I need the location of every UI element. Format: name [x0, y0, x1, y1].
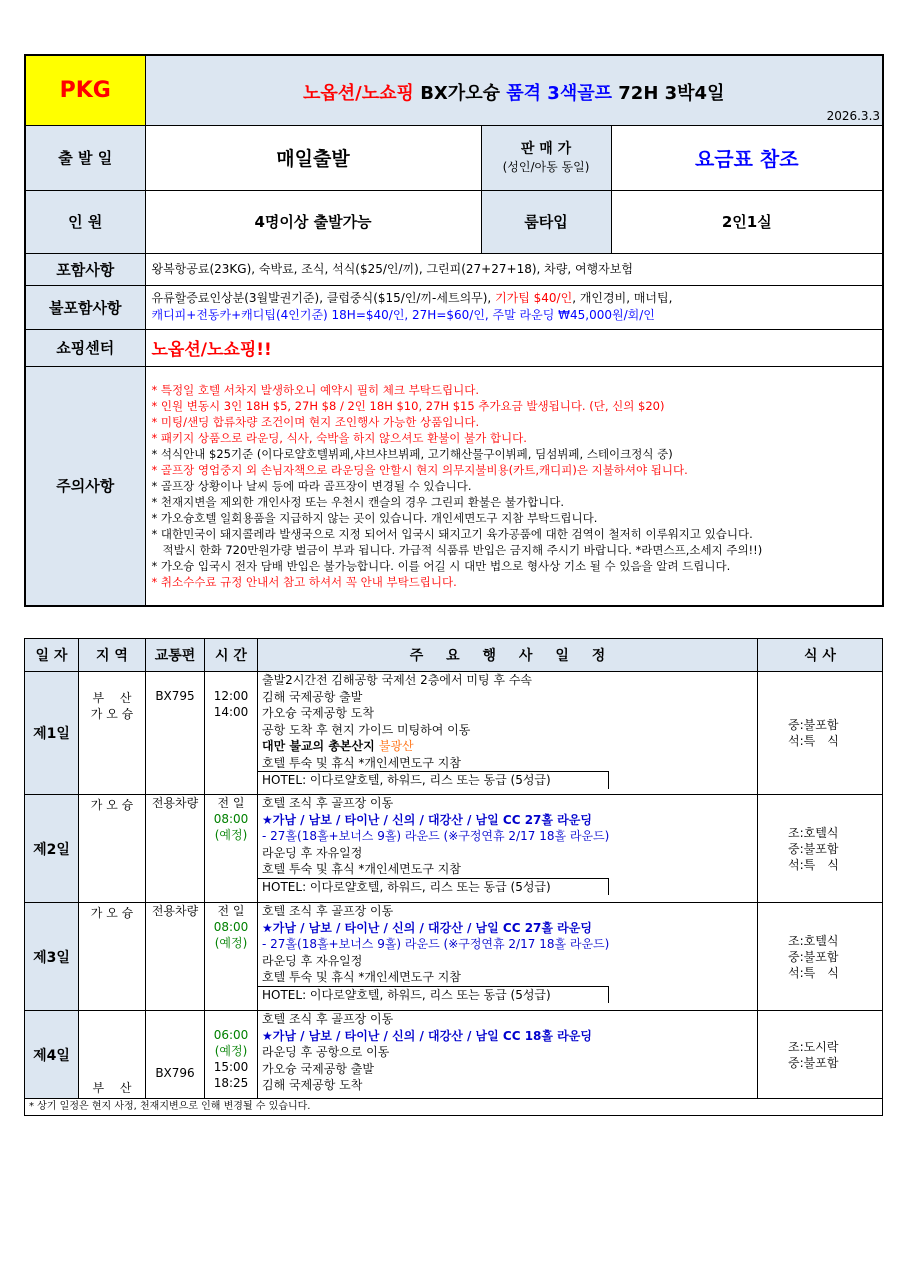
shopping-value: 노옵션/노쇼핑!! [145, 329, 883, 366]
include-label: 포함사항 [25, 253, 145, 285]
day-time [205, 795, 258, 903]
note-line: * 천재지변을 제외한 개인사정 또는 우천시 캔슬의 경우 그린피 환불은 불가합니다. [151, 494, 565, 509]
day-label: 제2일 [25, 795, 79, 903]
note-line: * 가오슝 입국시 전자 담배 반입은 불가능합니다. 이를 어길 시 대만 법으로 형사상 기소 될 수 있음을 알려 드립니다. [151, 558, 731, 573]
schedule-line: 라운딩 후 자유일정 [262, 845, 363, 860]
schedule-line: 호텔 조식 후 골프장 이동 [262, 796, 394, 810]
meal-line: 조:호텔식 [788, 933, 839, 948]
time-line: 15:00 [213, 1060, 249, 1074]
room-value: 2인1실 [611, 190, 883, 253]
schedule-line: 라운딩 후 공항으로 이동 [262, 1045, 390, 1059]
day-region [79, 1011, 146, 1099]
hotel-line: HOTEL: 이다로얄호텔, 하워드, 리스 또는 동급 (5성급) [258, 771, 609, 789]
highlight-place: 불광산 [378, 739, 414, 753]
room-label: 룸타입 [481, 190, 611, 253]
time-line: 08:00 [213, 812, 249, 826]
depart-label: 출 발 일 [25, 125, 145, 190]
meal-line: 중:불포함 [788, 949, 839, 964]
day-schedule [258, 672, 758, 795]
schedule-line: 출발2시간전 김해공항 국제선 2층에서 미팅 후 수속 [262, 673, 532, 687]
hotel-line: HOTEL: 이다로얄호텔, 하워드, 리스 또는 동급 (5성급) [258, 986, 609, 1004]
day-meals [758, 672, 883, 795]
day-row [25, 903, 883, 1011]
time-line: (예정) [214, 936, 248, 950]
day-meals [758, 1011, 883, 1099]
package-info-table [24, 54, 884, 607]
day-region [79, 903, 146, 1011]
title-product: 품격 3색골프 [506, 83, 612, 105]
exclude-line-1 [152, 290, 877, 307]
note-line: * 인원 변동시 3인 18H $5, 27H $8 / 2인 18H $10, 27H $15 추가요금 발생됩니다. (단, 신의 $20) [151, 398, 665, 413]
time-line: 08:00 [213, 920, 249, 934]
meal-line: 조:도시락 [788, 1039, 839, 1054]
region-line: 부 산 [92, 691, 132, 705]
price-label-cell [481, 125, 611, 190]
hotel-line: HOTEL: 이다로얄호텔, 하워드, 리스 또는 동급 (5성급) [258, 878, 609, 896]
day-meals [758, 903, 883, 1011]
schedule-line: 가오슝 국제공항 도착 [262, 706, 374, 720]
time-line: 전 일 [217, 904, 245, 918]
note-line: * 패키지 상품으로 라운딩, 식사, 숙박을 하지 않으셔도 환불이 불가 합니다. [151, 430, 527, 445]
golf-line: ★가남 / 남보 / 타이난 / 신의 / 대강산 / 남일 CC 18홀 라운딩 [262, 1028, 592, 1043]
region-line: 가 오 슝 [90, 798, 134, 812]
exclude-guide-tip: 기가팁 $40/인 [495, 291, 573, 305]
exclude-label: 불포함사항 [25, 285, 145, 329]
day-schedule [258, 1011, 758, 1099]
meal-line: 석:특 식 [788, 857, 839, 872]
meal-line: 석:특 식 [788, 734, 839, 748]
schedule-line: 김해 국제공항 도착 [262, 1078, 363, 1092]
schedule-line: 호텔 투숙 및 휴식 *개인세면도구 지참 [262, 755, 461, 770]
highlight-text: 대만 불교의 총본산지 [262, 739, 379, 753]
day-region [79, 795, 146, 903]
schedule-line: 가오슝 국제공항 출발 [262, 1061, 374, 1076]
time-line: (예정) [214, 1044, 248, 1058]
schedule-line: 호텔 투숙 및 휴식 *개인세면도구 지참 [262, 862, 461, 876]
day-time [205, 1011, 258, 1099]
transport-line: BX795 [155, 689, 195, 703]
notes-label: 주의사항 [25, 366, 145, 606]
meal-line: 조:호텔식 [788, 825, 839, 840]
golf-sub-line: - 27홀(18홀+보너스 9홀) 라운드 (※구정연휴 2/17 18홀 라운드) [262, 937, 610, 951]
title-duration: 72H 3박4일 [618, 83, 725, 105]
day-time [205, 903, 258, 1011]
schedule-line: 호텔 투숙 및 휴식 *개인세면도구 지참 [262, 970, 461, 984]
day-time [205, 672, 258, 795]
day-transport [146, 795, 205, 903]
people-label: 인 원 [25, 190, 145, 253]
col-meal: 식 사 [758, 639, 883, 672]
day-schedule [258, 795, 758, 903]
time-line: 전 일 [217, 796, 245, 810]
day-schedule [258, 903, 758, 1011]
note-line: * 미팅/샌딩 합류차량 조건이며 현지 조인행사 가능한 상품입니다. [151, 414, 480, 429]
day-transport [146, 672, 205, 795]
schedule-line: 김해 국제공항 출발 [262, 689, 363, 704]
day-row [25, 1011, 883, 1099]
transport-line: 전용차량 [151, 904, 199, 918]
page-title [146, 75, 883, 105]
time-line: 12:00 [213, 689, 249, 703]
note-line: * 골프장 상황이나 날씨 등에 따라 골프장이 변경될 수 있습니다. [151, 478, 472, 493]
region-line: 가 오 슝 [90, 906, 134, 920]
day-row [25, 672, 883, 795]
col-schedule: 주 요 행 사 일 정 [258, 639, 758, 672]
issue-date: 2026.3.3 [826, 108, 881, 123]
people-value: 4명이상 출발가능 [145, 190, 481, 253]
schedule-line: 호텔 조식 후 골프장 이동 [262, 1012, 394, 1026]
golf-sub-line: - 27홀(18홀+보너스 9홀) 라운드 (※구정연휴 2/17 18홀 라운드) [262, 829, 610, 843]
day-transport [146, 903, 205, 1011]
col-region: 지 역 [79, 639, 146, 672]
col-transport: 교통편 [146, 639, 205, 672]
note-line: * 가오슝호텔 일회용품을 지급하지 않는 곳이 있습니다. 개인세면도구 지참 부탁드립니다. [151, 510, 598, 525]
time-line: 18:25 [213, 1076, 249, 1090]
itinerary-table [24, 638, 883, 1116]
col-day: 일 자 [25, 639, 79, 672]
note-line: * 특정일 호텔 서차지 발생하오니 예약시 필히 체크 부탁드립니다. [151, 382, 479, 397]
exclude-line-2: 캐디피+전동카+캐디팁(4인기준) 18H=$40/인, 27H=$60/인, 주말 라운딩 ₩45,000원/회/인 [151, 308, 655, 322]
meal-line: 중:불포함 [788, 1055, 839, 1070]
shopping-label: 쇼핑센터 [25, 329, 145, 366]
day-transport [146, 1011, 205, 1099]
meal-line: 석:특 식 [788, 965, 839, 980]
note-line: * 취소수수료 규정 안내서 참고 하셔서 꼭 안내 부탁드립니다. [151, 574, 457, 589]
include-value: 왕복항공료(23KG), 숙박료, 조식, 석식($25/인/끼), 그린피(27+27+18), 차량, 여행자보험 [145, 253, 883, 285]
schedule-line: 공항 도착 후 현지 가이드 미팅하여 이동 [262, 722, 471, 737]
price-label: 판 매 가 [520, 140, 572, 157]
note-line: 적발시 한화 720만원가량 벌금이 부과 됩니다. 가급적 식품류 반입은 금지해 주시기 바랍니다. *라면스프,소세지 주의!!) [151, 542, 763, 557]
region-line: 가 오 슝 [90, 707, 134, 721]
region-line: 부 산 [92, 1081, 132, 1095]
title-red: 노옵션/노쇼핑 [303, 83, 414, 105]
exclude-text-b: , 개인경비, 매너팁, [572, 291, 673, 305]
day-label: 제4일 [25, 1011, 79, 1099]
day-meals [758, 795, 883, 903]
pkg-badge: PKG [25, 55, 145, 125]
day-label: 제1일 [25, 672, 79, 795]
price-sub: (성인/아동 동일) [502, 159, 590, 174]
time-line: (예정) [214, 828, 248, 842]
day-label: 제3일 [25, 903, 79, 1011]
meal-line: 중:불포함 [788, 841, 839, 856]
note-line: * 석식안내 $25기준 (이다로얄호텔뷔페,샤브샤브뷔페, 고기해산물구이뷔페, 딤섬뷔페, 스테이크정식 중) [151, 446, 673, 461]
col-time: 시 간 [205, 639, 258, 672]
transport-line: BX796 [155, 1066, 195, 1080]
schedule-highlight [258, 738, 757, 755]
day-row [25, 795, 883, 903]
depart-value: 매일출발 [145, 125, 481, 190]
transport-line: 전용차량 [151, 796, 199, 810]
golf-line: ★가남 / 남보 / 타이난 / 신의 / 대강산 / 남일 CC 27홀 라운딩 [262, 812, 592, 827]
schedule-line: 라운딩 후 자유일정 [262, 953, 363, 968]
exclude-text-a: 유류할증료인상분(3월발권기준), 클럽중식($15/인/끼-세트의무), [151, 291, 496, 305]
schedule-line: 호텔 조식 후 골프장 이동 [262, 904, 394, 918]
day-region [79, 672, 146, 795]
time-line: 06:00 [213, 1028, 249, 1042]
note-line: * 대한민국이 돼지콜레라 발생국으로 지정 되어서 입국시 돼지고기 육가공품에 대한 검역이 철저히 이루워지고 있습니다. [151, 526, 753, 541]
note-line: * 골프장 영업중지 외 손님자책으로 라운딩을 안할시 현지 의무지불비용(카트,캐디피)은 지불하셔야 됩니다. [151, 462, 688, 477]
exclude-value [145, 285, 883, 329]
meal-line: 중:불포함 [788, 718, 839, 732]
time-line: 14:00 [213, 705, 249, 719]
title-airline: BX가오슝 [420, 83, 500, 105]
price-value: 요금표 참조 [611, 125, 883, 190]
itinerary-footnote: * 상기 일정은 현지 사정, 천재지변으로 인해 변경될 수 있습니다. [25, 1099, 883, 1116]
golf-line: ★가남 / 남보 / 타이난 / 신의 / 대강산 / 남일 CC 27홀 라운딩 [262, 920, 592, 935]
notes-list [145, 366, 883, 606]
title-cell [145, 55, 883, 125]
